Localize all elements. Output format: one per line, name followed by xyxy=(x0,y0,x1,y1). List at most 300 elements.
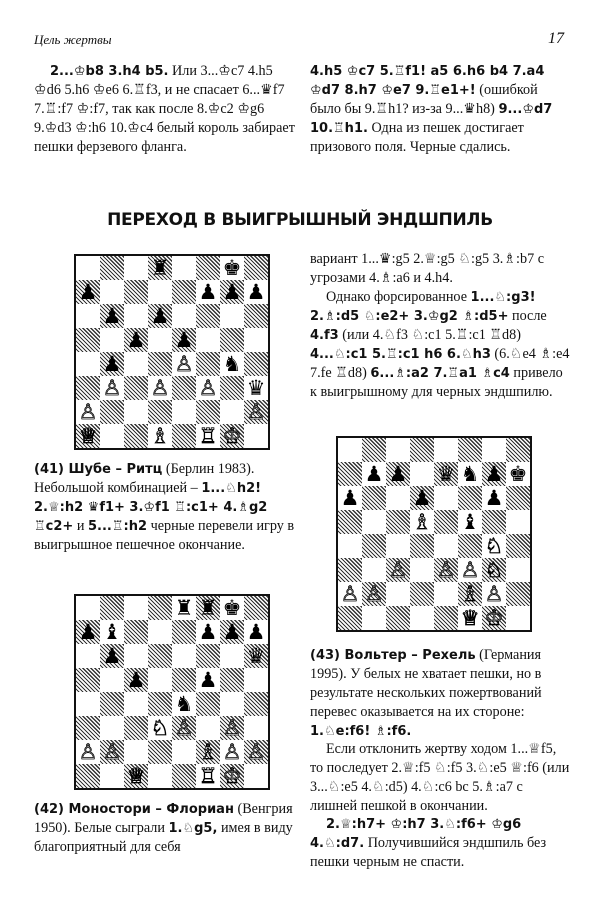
move-text: 1...♘h2! 2.♕:h2 ♛f1+ 3.♔f1 ♖:c1+ 4.♗g2 ♖c2+ xyxy=(34,481,268,534)
board-square xyxy=(244,256,268,280)
white-bishop-icon: ♗ xyxy=(198,740,218,764)
board-square xyxy=(172,716,196,740)
move-text: 1.♘e:f6! ♗:f6. xyxy=(310,724,412,739)
white-bishop-icon: ♗ xyxy=(150,424,170,448)
board-square xyxy=(244,424,268,448)
board-square xyxy=(148,400,172,424)
board-square xyxy=(172,400,196,424)
commentary-text: (Берлин 1983). Небольшой комбинацией – xyxy=(34,461,255,496)
board-square xyxy=(196,692,220,716)
move-text: 2...♔b8 3.h4 b5. xyxy=(50,64,169,79)
chess-diagram-43 xyxy=(336,436,532,632)
board-square xyxy=(362,558,386,582)
board-square xyxy=(148,304,172,328)
board-square xyxy=(386,558,410,582)
board-square xyxy=(76,644,100,668)
white-king-icon: ♔ xyxy=(222,424,242,448)
board-square xyxy=(458,582,482,606)
board-square xyxy=(76,668,100,692)
commentary-text: Или 3...♔c7 4.h5 ♔d6 5.h6 ♔e6 6.♖f3, и не спасает 6...♛f7 7.♖:f7 ♔:f7, так как после 8.♔c2 ♔g6 9.♔d3 ♔:h6 10.♔c4 белый король забирает пешки ферзевого фланга. xyxy=(34,63,295,155)
board-square xyxy=(100,256,124,280)
white-pawn-icon: ♙ xyxy=(102,376,122,400)
board-square xyxy=(76,596,100,620)
board-square xyxy=(220,328,244,352)
board-square xyxy=(124,280,148,304)
board-square xyxy=(76,280,100,304)
board-square xyxy=(100,400,124,424)
black-pawn-icon: ♟ xyxy=(150,304,170,328)
running-header-chapter: Цель жертвы xyxy=(34,32,112,47)
board-square xyxy=(482,582,506,606)
board-square xyxy=(386,582,410,606)
board-square xyxy=(148,692,172,716)
black-knight-icon: ♞ xyxy=(222,352,242,376)
board-square xyxy=(124,304,148,328)
board-square xyxy=(196,328,220,352)
black-queen-icon: ♛ xyxy=(246,644,266,668)
board-square xyxy=(410,438,434,462)
black-bishop-icon: ♝ xyxy=(102,620,122,644)
paragraph-game-42 xyxy=(34,800,296,857)
commentary-text: Если отклонить жертву ходом 1...♕f5, то последует 2.♕:f5 ♘:f5 3.♘:e5 ♕:f6 (или 3...♘:e5 4.♘:d5) 4.♘:c6 bc 5.♗:a7 с лишней пешкой в окончании. xyxy=(310,741,570,814)
board-square xyxy=(100,596,124,620)
board-square xyxy=(148,740,172,764)
board-square xyxy=(172,424,196,448)
board-square xyxy=(172,596,196,620)
commentary-text: имея в виду благоприятный для себя xyxy=(34,820,293,855)
white-pawn-icon: ♙ xyxy=(340,582,360,606)
board-square xyxy=(148,644,172,668)
board-square xyxy=(410,510,434,534)
board-square xyxy=(244,280,268,304)
board-square xyxy=(482,510,506,534)
board-square xyxy=(196,256,220,280)
board-square xyxy=(244,764,268,788)
black-pawn-icon: ♟ xyxy=(198,668,218,692)
board-square xyxy=(172,620,196,644)
board-square xyxy=(76,328,100,352)
board-square xyxy=(482,534,506,558)
board-square xyxy=(506,462,530,486)
board-square xyxy=(458,438,482,462)
board-square xyxy=(244,740,268,764)
board-square xyxy=(172,644,196,668)
board-square xyxy=(100,424,124,448)
white-knight-icon: ♘ xyxy=(484,534,504,558)
board-square xyxy=(100,716,124,740)
black-pawn-icon: ♟ xyxy=(412,486,432,510)
board-square xyxy=(76,424,100,448)
board-square xyxy=(124,376,148,400)
board-square xyxy=(124,716,148,740)
board-square xyxy=(76,256,100,280)
commentary-text: (Германия 1995). У белых не хватает пешки, но в результате нескольких пожертвований перевес оказывается на их стороне: xyxy=(310,647,542,720)
board-square xyxy=(338,558,362,582)
black-queen-icon: ♛ xyxy=(246,376,266,400)
commentary-text: (6.♘e4 ♗:e4 7.fe ♖d8) xyxy=(310,346,570,381)
black-knight-icon: ♞ xyxy=(174,692,194,716)
board-square xyxy=(196,716,220,740)
board-square xyxy=(220,304,244,328)
black-pawn-icon: ♟ xyxy=(222,620,242,644)
board-square xyxy=(362,582,386,606)
board-square xyxy=(172,764,196,788)
board-square xyxy=(124,400,148,424)
black-pawn-icon: ♟ xyxy=(78,280,98,304)
white-rook-icon: ♖ xyxy=(198,764,218,788)
board-square xyxy=(244,352,268,376)
board-square xyxy=(172,352,196,376)
white-king-icon: ♔ xyxy=(484,606,504,630)
board-square xyxy=(148,328,172,352)
board-square xyxy=(172,740,196,764)
board-square xyxy=(458,534,482,558)
board-square xyxy=(148,352,172,376)
white-queen-icon: ♕ xyxy=(126,764,146,788)
commentary-text: и xyxy=(73,518,88,534)
white-pawn-icon: ♙ xyxy=(150,376,170,400)
black-pawn-icon: ♟ xyxy=(246,280,266,304)
black-pawn-icon: ♟ xyxy=(174,328,194,352)
board-square xyxy=(76,400,100,424)
move-text: 4.h5 ♔c7 5.♖f1! a5 6.h6 b4 7.a4 ♔d7 8.h7 ♔e7 9.♖e1+! xyxy=(310,64,545,98)
board-square xyxy=(362,486,386,510)
board-square xyxy=(172,256,196,280)
board-square xyxy=(76,692,100,716)
board-square xyxy=(172,668,196,692)
board-square xyxy=(410,534,434,558)
board-square xyxy=(196,352,220,376)
board-square xyxy=(76,304,100,328)
board-square xyxy=(100,620,124,644)
move-text: (41) Шубе – Ритц xyxy=(34,462,163,477)
board-square xyxy=(386,510,410,534)
board-square xyxy=(434,510,458,534)
section-heading: ПЕРЕХОД В ВЫИГРЫШНЫЙ ЭНДШПИЛЬ xyxy=(107,210,493,230)
chess-diagram-41 xyxy=(74,254,270,450)
board-square xyxy=(220,352,244,376)
board-square xyxy=(434,582,458,606)
white-pawn-icon: ♙ xyxy=(484,582,504,606)
board-square xyxy=(434,606,458,630)
black-king-icon: ♚ xyxy=(508,462,528,486)
commentary-text: черные перевели игру в выигрышное пешечное окончание. xyxy=(34,518,295,553)
board-square xyxy=(244,620,268,644)
black-king-icon: ♚ xyxy=(222,256,242,280)
board-square xyxy=(196,740,220,764)
board-square xyxy=(458,606,482,630)
board-square xyxy=(506,438,530,462)
black-knight-icon: ♞ xyxy=(460,462,480,486)
board-square xyxy=(196,644,220,668)
board-square xyxy=(244,304,268,328)
board-square xyxy=(76,352,100,376)
board-square xyxy=(338,462,362,486)
board-square xyxy=(124,764,148,788)
black-pawn-icon: ♟ xyxy=(364,462,384,486)
white-bishop-icon: ♗ xyxy=(460,582,480,606)
board-square xyxy=(244,596,268,620)
board-square xyxy=(338,534,362,558)
board-square xyxy=(124,596,148,620)
board-square xyxy=(124,328,148,352)
board-square xyxy=(244,692,268,716)
black-pawn-icon: ♟ xyxy=(484,486,504,510)
board-square xyxy=(244,668,268,692)
black-king-icon: ♚ xyxy=(222,596,242,620)
board-square xyxy=(196,424,220,448)
board-square xyxy=(124,352,148,376)
board-square xyxy=(124,424,148,448)
black-queen-icon: ♛ xyxy=(436,462,456,486)
board-square xyxy=(386,606,410,630)
board-square xyxy=(434,462,458,486)
black-pawn-icon: ♟ xyxy=(222,280,242,304)
board-square xyxy=(386,462,410,486)
board-square xyxy=(172,376,196,400)
board-square xyxy=(100,740,124,764)
white-pawn-icon: ♙ xyxy=(436,558,456,582)
move-text: (42) Моностори – Флориан xyxy=(34,802,234,817)
board-square xyxy=(124,256,148,280)
board-square xyxy=(410,462,434,486)
commentary-text: (или 4.♘f3 ♘:c1 5.♖:c1 ♖d8) xyxy=(338,327,521,343)
board-square xyxy=(338,606,362,630)
chess-diagram-42 xyxy=(74,594,270,790)
board-square xyxy=(220,740,244,764)
paragraph-forced-line xyxy=(310,288,572,402)
white-queen-icon: ♕ xyxy=(460,606,480,630)
board-square xyxy=(482,462,506,486)
white-king-icon: ♔ xyxy=(222,764,242,788)
commentary-text: после xyxy=(508,308,547,324)
paragraph-game-41 xyxy=(34,460,296,555)
board-square xyxy=(172,304,196,328)
board-square xyxy=(148,424,172,448)
black-pawn-icon: ♟ xyxy=(198,620,218,644)
white-pawn-icon: ♙ xyxy=(78,740,98,764)
board-square xyxy=(410,606,434,630)
board-square xyxy=(434,438,458,462)
board-square xyxy=(76,376,100,400)
board-square xyxy=(148,668,172,692)
board-square xyxy=(124,668,148,692)
white-rook-icon: ♖ xyxy=(198,424,218,448)
board-square xyxy=(220,280,244,304)
board-square xyxy=(220,256,244,280)
board-square xyxy=(244,644,268,668)
paragraph-top-left xyxy=(34,62,296,157)
white-pawn-icon: ♙ xyxy=(198,376,218,400)
board-square xyxy=(76,740,100,764)
white-pawn-icon: ♙ xyxy=(78,400,98,424)
black-pawn-icon: ♟ xyxy=(388,462,408,486)
board-square xyxy=(148,764,172,788)
board-square xyxy=(458,462,482,486)
board-square xyxy=(76,620,100,644)
paragraph-game-43-decline xyxy=(310,740,572,816)
board-square xyxy=(362,510,386,534)
black-bishop-icon: ♝ xyxy=(460,510,480,534)
board-square xyxy=(458,558,482,582)
board-square xyxy=(172,328,196,352)
commentary-text: Однако форсированное xyxy=(326,289,471,305)
board-square xyxy=(410,558,434,582)
black-rook-icon: ♜ xyxy=(198,596,218,620)
board-square xyxy=(148,596,172,620)
board-square xyxy=(220,644,244,668)
black-pawn-icon: ♟ xyxy=(126,328,146,352)
board-square xyxy=(220,764,244,788)
board-square xyxy=(148,376,172,400)
move-text: 4...♘:c1 5.♖:c1 h6 6.♘h3 xyxy=(310,347,491,362)
black-rook-icon: ♜ xyxy=(174,596,194,620)
white-queen-icon: ♕ xyxy=(78,424,98,448)
board-square xyxy=(338,582,362,606)
board-square xyxy=(220,716,244,740)
board-square xyxy=(196,304,220,328)
board-square xyxy=(124,740,148,764)
black-pawn-icon: ♟ xyxy=(340,486,360,510)
move-text: 6...♗:a2 7.♖a1 ♗c4 xyxy=(370,366,510,381)
white-pawn-icon: ♙ xyxy=(460,558,480,582)
board-square xyxy=(386,486,410,510)
board-square xyxy=(244,328,268,352)
black-pawn-icon: ♟ xyxy=(126,668,146,692)
board-square xyxy=(100,764,124,788)
white-pawn-icon: ♙ xyxy=(222,740,242,764)
board-square xyxy=(362,438,386,462)
board-square xyxy=(220,620,244,644)
board-square xyxy=(338,438,362,462)
board-square xyxy=(100,644,124,668)
board-square xyxy=(506,510,530,534)
board-square xyxy=(244,716,268,740)
white-pawn-icon: ♙ xyxy=(246,740,266,764)
paragraph-game-43-finish xyxy=(310,815,572,872)
board-square xyxy=(244,376,268,400)
black-pawn-icon: ♟ xyxy=(102,304,122,328)
board-square xyxy=(100,692,124,716)
move-text: 9...♔d7 10.♖h1. xyxy=(310,102,553,136)
board-square xyxy=(100,280,124,304)
board-square xyxy=(506,534,530,558)
board-square xyxy=(506,486,530,510)
white-pawn-icon: ♙ xyxy=(388,558,408,582)
board-square xyxy=(434,486,458,510)
board-square xyxy=(482,438,506,462)
board-square xyxy=(172,692,196,716)
board-square xyxy=(506,582,530,606)
commentary-text: Получившийся эндшпиль без пешки черным не спасти. xyxy=(310,835,547,870)
white-bishop-icon: ♗ xyxy=(412,510,432,534)
board-square xyxy=(458,510,482,534)
board-square xyxy=(100,304,124,328)
black-pawn-icon: ♟ xyxy=(484,462,504,486)
move-text: 1.♘g5, xyxy=(168,821,218,836)
board-square xyxy=(338,486,362,510)
white-pawn-icon: ♙ xyxy=(246,400,266,424)
board-square xyxy=(482,606,506,630)
board-square xyxy=(196,764,220,788)
white-pawn-icon: ♙ xyxy=(364,582,384,606)
board-square xyxy=(196,596,220,620)
board-square xyxy=(220,692,244,716)
board-square xyxy=(434,558,458,582)
white-pawn-icon: ♙ xyxy=(222,716,242,740)
board-square xyxy=(196,376,220,400)
board-square xyxy=(482,558,506,582)
board-square xyxy=(338,510,362,534)
page-number: 17 xyxy=(548,30,564,47)
board-square xyxy=(434,534,458,558)
board-square xyxy=(100,328,124,352)
board-square xyxy=(196,620,220,644)
move-text: 2.♕:h7+ ♔:h7 3.♘:f6+ ♔g6 4.♘:d7. xyxy=(310,817,522,851)
board-square xyxy=(100,376,124,400)
board-square xyxy=(362,534,386,558)
board-square xyxy=(410,582,434,606)
board-square xyxy=(386,534,410,558)
black-pawn-icon: ♟ xyxy=(102,644,122,668)
board-square xyxy=(76,716,100,740)
black-pawn-icon: ♟ xyxy=(78,620,98,644)
board-square xyxy=(362,606,386,630)
board-square xyxy=(410,486,434,510)
board-square xyxy=(244,400,268,424)
board-square xyxy=(196,668,220,692)
board-square xyxy=(458,486,482,510)
board-square xyxy=(172,280,196,304)
board-square xyxy=(196,400,220,424)
board-square xyxy=(506,558,530,582)
commentary-text: вариант 1...♛:g5 2.♕:g5 ♘:g5 3.♗:b7 с угрозами 4.♗:a6 и 4.h4. xyxy=(310,251,545,286)
white-knight-icon: ♘ xyxy=(150,716,170,740)
black-pawn-icon: ♟ xyxy=(246,620,266,644)
commentary-text: привело к выигрышному для черных эндшпилю. xyxy=(310,365,563,400)
black-pawn-icon: ♟ xyxy=(102,352,122,376)
board-square xyxy=(148,280,172,304)
board-square xyxy=(220,668,244,692)
board-square xyxy=(148,620,172,644)
commentary-text: (Венгрия 1950). Белые сыграли xyxy=(34,801,293,836)
black-pawn-icon: ♟ xyxy=(198,280,218,304)
commentary-text: Одна из пешек достигает призового поля. Черные сдались. xyxy=(310,120,524,155)
board-square xyxy=(100,352,124,376)
board-square xyxy=(220,596,244,620)
paragraph-variation xyxy=(310,250,572,288)
board-square xyxy=(76,764,100,788)
white-knight-icon: ♘ xyxy=(484,558,504,582)
board-square xyxy=(220,376,244,400)
move-text: 5...♖:h2 xyxy=(88,519,148,534)
board-square xyxy=(124,620,148,644)
board-square xyxy=(124,644,148,668)
board-square xyxy=(220,424,244,448)
white-pawn-icon: ♙ xyxy=(174,352,194,376)
white-pawn-icon: ♙ xyxy=(102,740,122,764)
move-text: 4.f3 xyxy=(310,328,339,343)
white-pawn-icon: ♙ xyxy=(174,716,194,740)
black-rook-icon: ♜ xyxy=(150,256,170,280)
paragraph-top-right xyxy=(310,62,572,157)
paragraph-game-43 xyxy=(310,646,572,741)
board-square xyxy=(506,606,530,630)
commentary-text: (ошибкой было бы 9.♖h1? из-за 9...♛h8) xyxy=(310,82,538,117)
move-text: (43) Вольтер – Рехель xyxy=(310,648,476,663)
board-square xyxy=(482,486,506,510)
board-square xyxy=(386,438,410,462)
